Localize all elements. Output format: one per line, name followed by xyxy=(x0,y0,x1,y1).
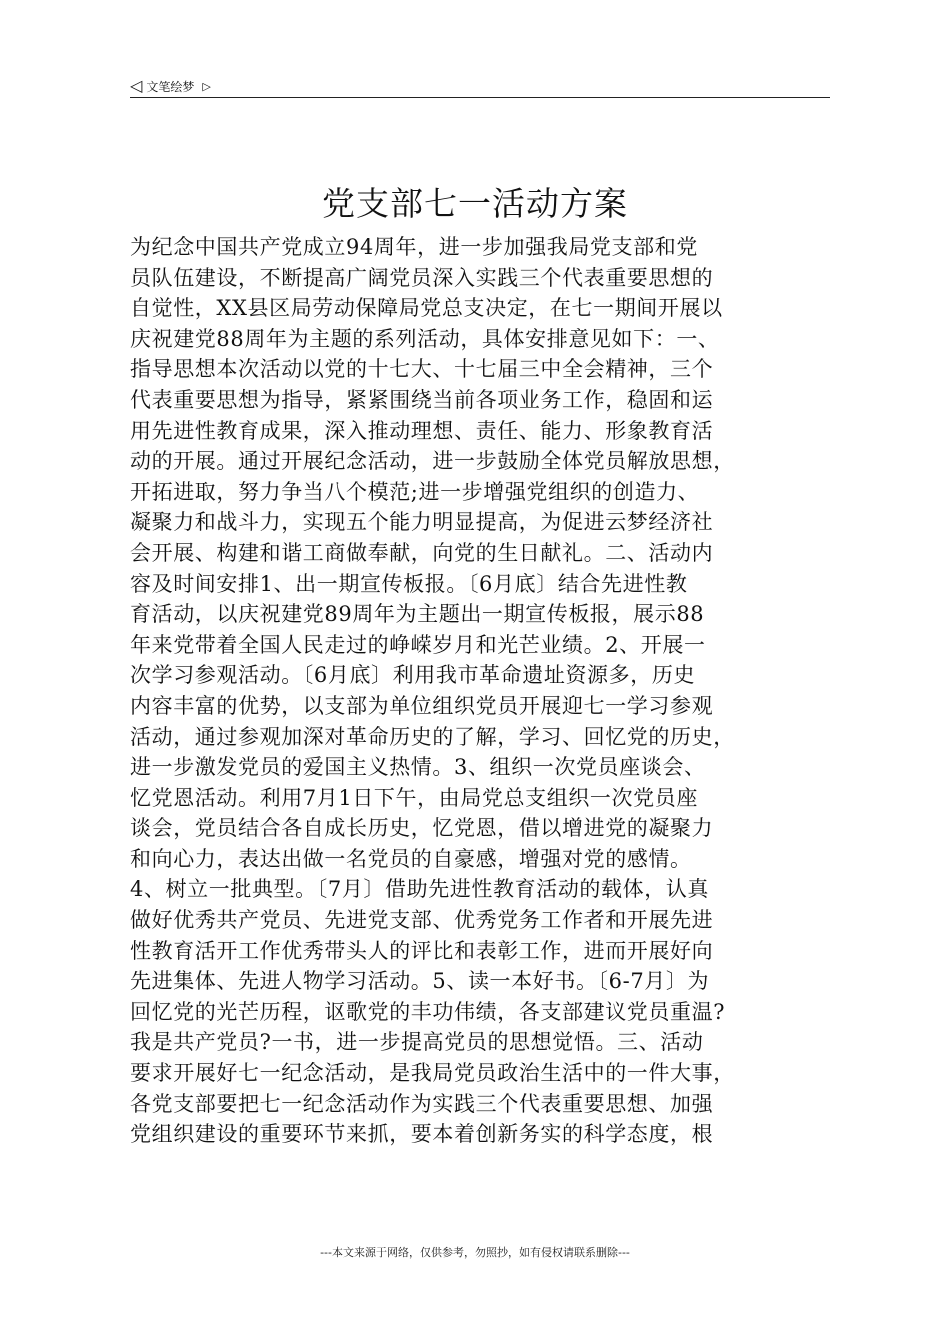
body-line: 先进集体、先进人物学习活动。5、读一本好书。〔6-7月〕为 xyxy=(130,969,710,994)
body-line: 要求开展好七一纪念活动，是我局党员政治生活中的一件大事， xyxy=(130,1061,735,1086)
body-line: 4、树立一批典型。〔7月〕借助先进性教育活动的载体，认真 xyxy=(130,877,710,902)
page-header xyxy=(130,74,828,98)
footer-disclaimer: ---本文来源于网络，仅供参考，勿照抄，如有侵权请联系删除--- xyxy=(320,1246,630,1259)
body-line: 开拓进取，努力争当八个模范;进一步增强党组织的创造力、 xyxy=(130,479,700,504)
triangle-right-icon: ▷ xyxy=(202,79,211,93)
body-line: 会开展、构建和谐工商做奉献，向党的生日献礼。二、活动内 xyxy=(130,540,714,565)
header-divider xyxy=(130,97,830,98)
body-line: 指导思想本次活动以党的十七大、十七届三中全会精神，三个 xyxy=(130,357,714,382)
body-line: 用先进性教育成果，深入推动理想、责任、能力、形象教育活 xyxy=(130,418,714,443)
body-line: 和向心力，表达出做一名党员的自豪感，增强对党的感情。 xyxy=(130,846,692,871)
body-line: 忆党恩活动。利用7月1日下午，由局党总支组织一次党员座 xyxy=(130,785,698,810)
body-line: 庆祝建党88周年为主题的系列活动，具体安排意见如下：一、 xyxy=(130,326,720,351)
header-label: 文笔绘梦 xyxy=(146,79,195,94)
body-line: 活动，通过参观加深对革命历史的了解，学习、回忆党的历史， xyxy=(130,724,735,749)
triangle-left-icon: ◁ xyxy=(130,76,143,95)
body-line: 内容丰富的优势，以支部为单位组织党员开展迎七一学习参观 xyxy=(130,693,714,718)
document-title: 党支部七一活动方案 xyxy=(322,184,628,223)
body-line: 党组织建设的重要环节来抓，要本着创新务实的科学态度，根 xyxy=(130,1122,714,1147)
body-line: 我是共产党员?一书，进一步提高党员的思想觉悟。三、活动 xyxy=(130,1030,704,1055)
body-line: 次学习参观活动。〔6月底〕利用我市革命遗址资源多，历史 xyxy=(130,663,696,688)
body-line: 动的开展。通过开展纪念活动，进一步鼓励全体党员解放思想， xyxy=(130,449,735,474)
body-line: 为纪念中国共产党成立94周年，进一步加强我局党支部和党 xyxy=(130,235,698,259)
body-line: 做好优秀共产党员、先进党支部、优秀党务工作者和开展先进 xyxy=(130,908,714,933)
document-body xyxy=(130,232,840,1150)
body-line: 凝聚力和战斗力，实现五个能力明显提高，为促进云梦经济社 xyxy=(130,510,714,535)
body-line: 性教育活开工作优秀带头人的评比和表彰工作，进而开展好向 xyxy=(130,938,714,963)
body-line: 各党支部要把七一纪念活动作为实践三个代表重要思想、加强 xyxy=(130,1091,714,1116)
body-line: 员队伍建设，不断提高广阔党员深入实践三个代表重要思想的 xyxy=(130,265,714,290)
body-line: 回忆党的光芒历程，讴歌党的丰功伟绩，各支部建议党员重温? xyxy=(130,999,726,1024)
body-line: 自觉性，XX县区局劳动保障局党总支决定，在七一期间开展以 xyxy=(130,296,723,321)
body-line: 容及时间安排1、出一期宣传板报。〔6月底〕结合先进性教 xyxy=(130,571,688,596)
body-line: 育活动，以庆祝建党89周年为主题出一期宣传板报，展示88 xyxy=(130,602,705,627)
body-line: 进一步激发党员的爱国主义热情。3、组织一次党员座谈会、 xyxy=(130,755,706,780)
body-line: 年来党带着全国人民走过的峥嵘岁月和光芒业绩。2、开展一 xyxy=(130,632,706,657)
body-line: 代表重要思想为指导，紧紧围绕当前各项业务工作，稳固和运 xyxy=(130,387,714,412)
body-line: 谈会，党员结合各自成长历史，忆党恩，借以增进党的凝聚力 xyxy=(130,816,714,841)
